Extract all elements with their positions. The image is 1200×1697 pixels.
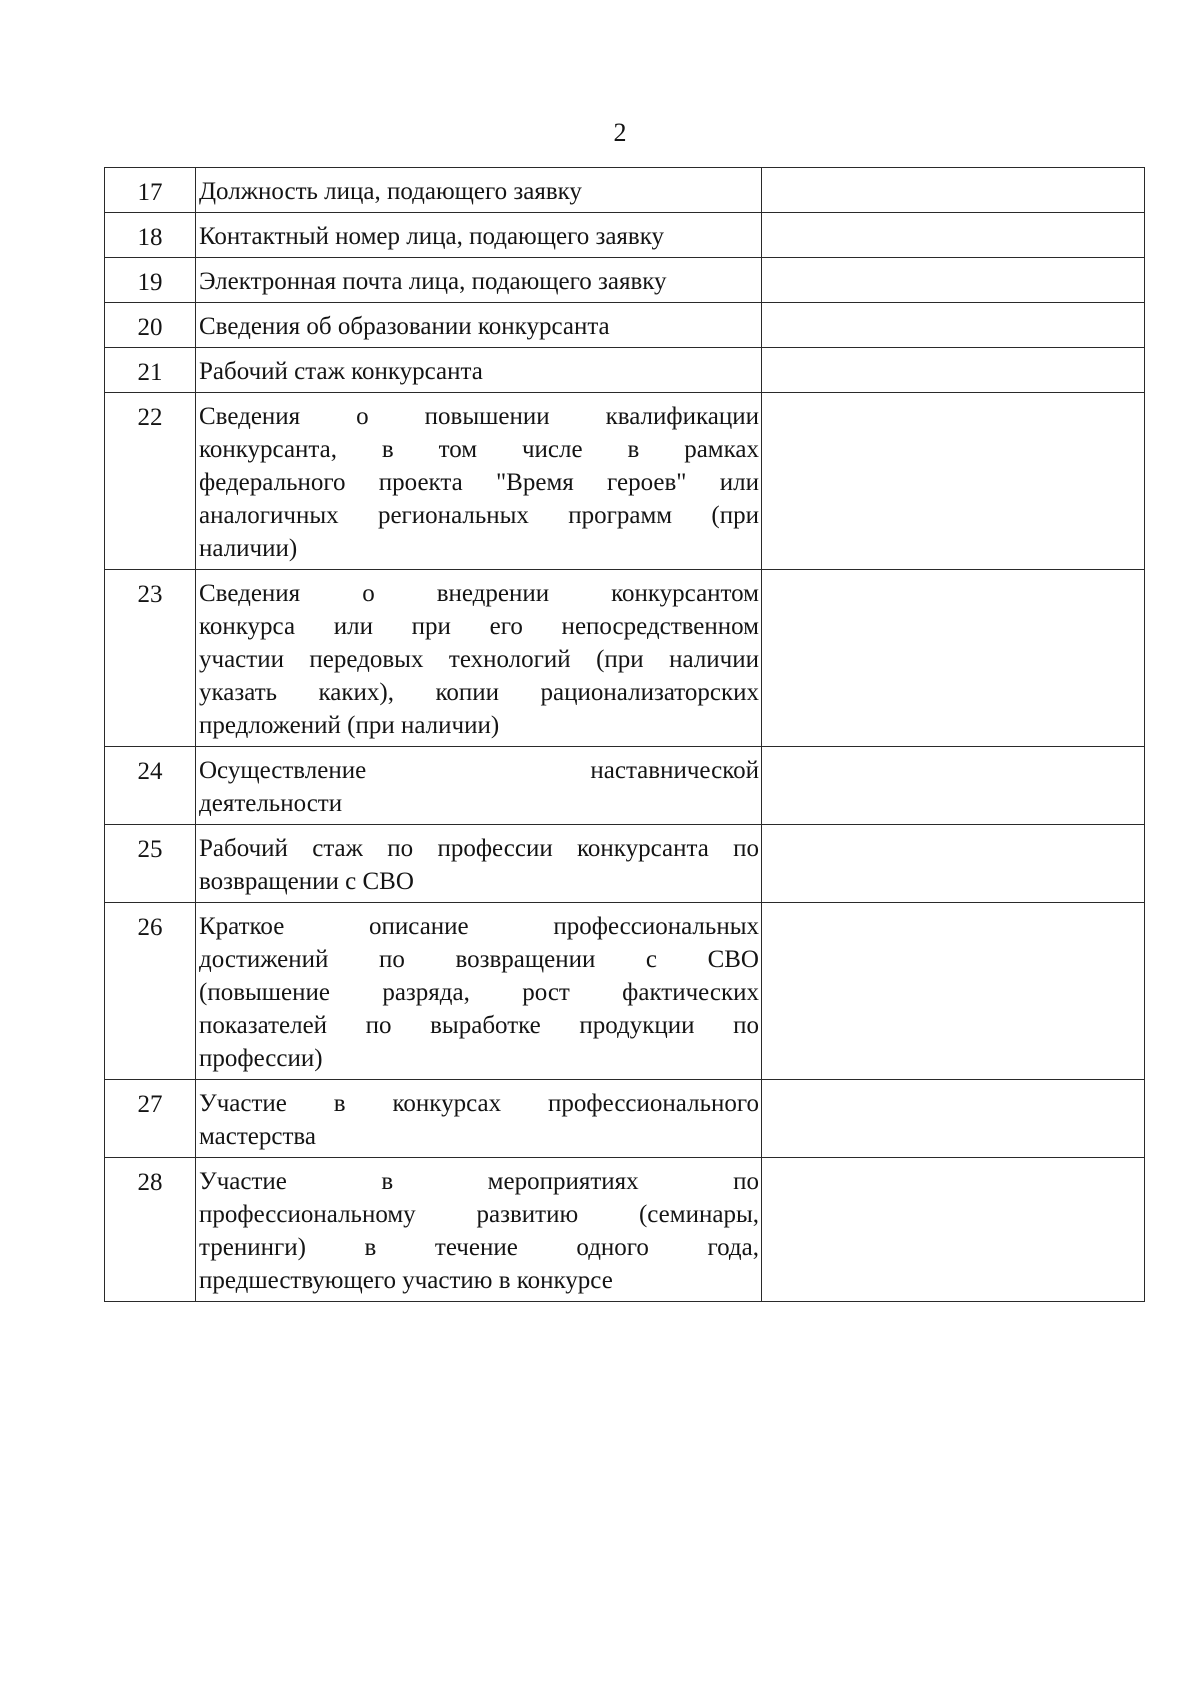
table-row <box>105 213 1145 258</box>
description-line: Рабочий стаж по профессии конкурсанта по <box>199 835 759 862</box>
description-line: предложений (при наличии) <box>199 712 500 739</box>
row-description <box>196 1080 762 1158</box>
row-description <box>196 393 762 570</box>
description-line: показателей по выработке продукции по <box>199 1012 759 1039</box>
row-value-field[interactable] <box>762 393 1145 570</box>
row-value-field[interactable] <box>762 1080 1145 1158</box>
row-description <box>196 825 762 903</box>
table-row <box>105 903 1145 1080</box>
description-line: профессии) <box>199 1045 323 1072</box>
description-line: Сведения о повышении квалификации <box>199 403 759 430</box>
row-number: 17 <box>105 168 196 213</box>
description-line: деятельности <box>199 790 343 817</box>
row-number: 23 <box>105 570 196 747</box>
description-line: конкурса или при его непосредственном <box>199 613 759 640</box>
table-row <box>105 1080 1145 1158</box>
description-line: достижений по возвращении с СВО <box>199 946 759 973</box>
row-description <box>196 168 762 213</box>
row-number: 19 <box>105 258 196 303</box>
description-line: указать каких), копии рационализаторских <box>199 679 759 706</box>
table-row <box>105 747 1145 825</box>
description-line: Краткое описание профессиональных <box>199 913 759 940</box>
description-line: Участие в мероприятиях по <box>199 1168 759 1195</box>
row-value-field[interactable] <box>762 303 1145 348</box>
description-line: аналогичных региональных программ (при <box>199 502 759 529</box>
description-line: Должность лица, подающего заявку <box>199 178 582 205</box>
table-row <box>105 825 1145 903</box>
row-number: 27 <box>105 1080 196 1158</box>
table-row <box>105 393 1145 570</box>
table-row <box>105 303 1145 348</box>
description-line: (повышение разряда, рост фактических <box>199 979 759 1006</box>
row-value-field[interactable] <box>762 825 1145 903</box>
row-value-field[interactable] <box>762 348 1145 393</box>
row-description <box>196 1158 762 1302</box>
row-description <box>196 903 762 1080</box>
description-line: Рабочий стаж конкурсанта <box>199 358 483 385</box>
page-number: 2 <box>613 118 627 147</box>
description-line: мастерства <box>199 1123 316 1150</box>
row-description <box>196 348 762 393</box>
table-row <box>105 1158 1145 1302</box>
row-number: 28 <box>105 1158 196 1302</box>
description-line: наличии) <box>199 535 298 562</box>
row-number: 18 <box>105 213 196 258</box>
row-value-field[interactable] <box>762 168 1145 213</box>
description-line: конкурсанта, в том числе в рамках <box>199 436 759 463</box>
description-line: тренинги) в течение одного года, <box>199 1234 759 1261</box>
table-row <box>105 258 1145 303</box>
row-value-field[interactable] <box>762 747 1145 825</box>
description-line: участии передовых технологий (при наличии <box>199 646 759 673</box>
row-description <box>196 213 762 258</box>
row-value-field[interactable] <box>762 570 1145 747</box>
description-line: Электронная почта лица, подающего заявку <box>199 268 667 295</box>
table-row <box>105 570 1145 747</box>
row-value-field[interactable] <box>762 258 1145 303</box>
row-description <box>196 303 762 348</box>
table-row <box>105 168 1145 213</box>
row-number: 22 <box>105 393 196 570</box>
table-body <box>105 168 1145 1302</box>
row-number: 20 <box>105 303 196 348</box>
table-row <box>105 348 1145 393</box>
description-line: Участие в конкурсах профессионального <box>199 1090 759 1117</box>
row-number: 24 <box>105 747 196 825</box>
description-line: Осуществление наставнической <box>199 757 759 784</box>
description-line: Сведения об образовании конкурсанта <box>199 313 610 340</box>
description-line: предшествующего участию в конкурсе <box>199 1267 613 1294</box>
row-description <box>196 258 762 303</box>
description-line: Контактный номер лица, подающего заявку <box>199 223 665 250</box>
description-line: Сведения о внедрении конкурсантом <box>199 580 759 607</box>
description-line: возвращении с СВО <box>199 868 414 895</box>
description-line: федерального проекта "Время героев" или <box>199 469 759 496</box>
row-number: 25 <box>105 825 196 903</box>
row-number: 21 <box>105 348 196 393</box>
description-line: профессиональному развитию (семинары, <box>199 1201 759 1228</box>
row-value-field[interactable] <box>762 1158 1145 1302</box>
row-description <box>196 747 762 825</box>
row-value-field[interactable] <box>762 213 1145 258</box>
application-form-table <box>104 167 1145 1302</box>
row-value-field[interactable] <box>762 903 1145 1080</box>
row-description <box>196 570 762 747</box>
row-number: 26 <box>105 903 196 1080</box>
